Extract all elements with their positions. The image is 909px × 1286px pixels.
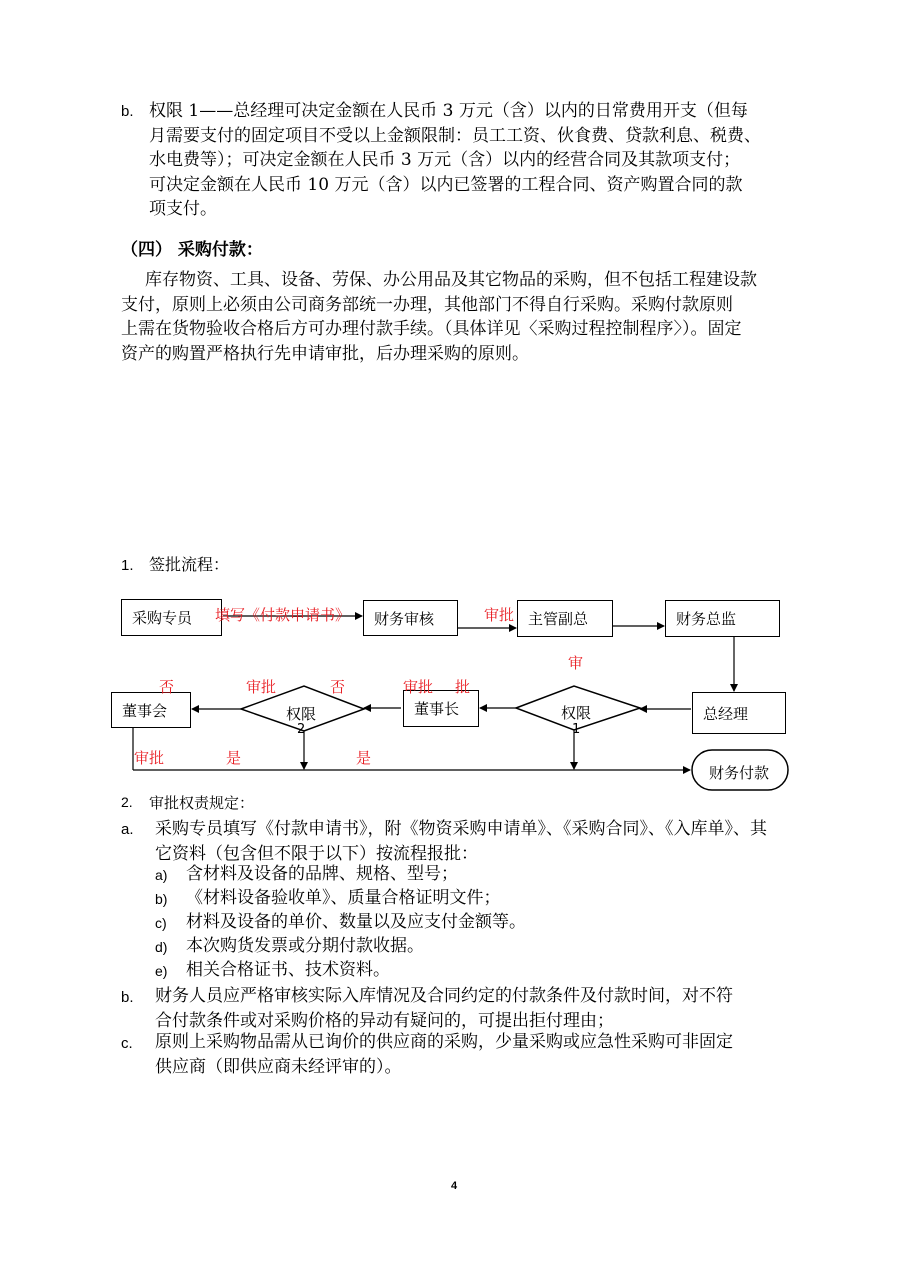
rules-item-a bbox=[155, 817, 767, 866]
sub-item: 含材料及设备的品牌、规格、型号； bbox=[186, 864, 458, 884]
label-approve: 审批 bbox=[484, 606, 515, 624]
sub-marker-d: d) bbox=[155, 939, 168, 955]
text-line: 月需要支付的固定项目不受以上金额限制：员工工资、伙食费、贷款利息、税费、 bbox=[149, 125, 761, 146]
node-chairman: 董事长 bbox=[403, 690, 479, 727]
text-line: 原则上采购物品需从已询价的供应商的采购，少量采购或应急性采购可非固定 bbox=[155, 1032, 733, 1052]
label-fill-form: 填写《付款申请书》 bbox=[215, 606, 351, 624]
label-approve: 审批 bbox=[403, 678, 434, 696]
sub-marker-e: e) bbox=[155, 963, 168, 979]
rules-number: 2. bbox=[121, 794, 133, 810]
text-line: 支付，原则上必须由公司商务部统一办理，其他部门不得自行采购。采购付款原则 bbox=[121, 294, 733, 315]
text-line: 上需在货物验收合格后方可办理付款手续。（具体详见〈采购过程控制程序〉）。固定 bbox=[121, 319, 742, 339]
text-line: 供应商（即供应商未经评审的）。 bbox=[155, 1056, 402, 1077]
text-line: 项支付。 bbox=[149, 199, 217, 219]
flow-number: 1. bbox=[121, 557, 134, 574]
label-approve: 审批 bbox=[246, 678, 277, 696]
node-purchaser: 采购专员 bbox=[121, 599, 222, 636]
sub-item: 相关合格证书、技术资料。 bbox=[186, 960, 390, 980]
section-heading: （四） 采购付款： bbox=[121, 240, 263, 260]
list-marker-a: a. bbox=[121, 821, 134, 838]
text-line: 可决定金额在人民币 10 万元（含）以内已签署的工程合同、资产购置合同的款 bbox=[149, 174, 743, 195]
rules-item-b bbox=[155, 984, 733, 1033]
sub-item: 材料及设备的单价、数量以及应支付金额等。 bbox=[186, 912, 526, 932]
text-line: 库存物资、工具、设备、劳保、办公用品及其它物品的采购，但不包括工程建设款 bbox=[145, 270, 757, 290]
label-yes: 是 bbox=[356, 749, 372, 767]
node-board: 董事会 bbox=[111, 692, 191, 728]
text-line: 合付款条件或对采购价格的异动有疑问的，可提出拒付理由； bbox=[155, 1010, 614, 1031]
text-line: 水电费等）；可决定金额在人民币 3 万元（含）以内的经营合同及其款项支付； bbox=[149, 150, 741, 170]
authority2-label: 权限 bbox=[286, 705, 317, 723]
label-yes: 是 bbox=[226, 749, 242, 767]
label-pi: 批 bbox=[455, 678, 471, 696]
text-line: 资产的购置严格执行先申请审批，后办理采购的原则。 bbox=[121, 343, 529, 364]
sub-item: 《材料设备验收单》、质量合格证明文件； bbox=[186, 888, 501, 908]
list-marker-b: b. bbox=[121, 103, 134, 120]
node-general-manager: 总经理 bbox=[692, 692, 786, 734]
label-shen: 审 bbox=[568, 654, 584, 672]
authority1-label: 权限 bbox=[561, 704, 592, 722]
rules-item-c bbox=[155, 1030, 733, 1079]
node-finance-review: 财务审核 bbox=[363, 600, 458, 636]
label-no: 否 bbox=[330, 678, 346, 696]
text-line: 财务人员应严格审核实际入库情况及合同约定的付款条件及付款时间，对不符 bbox=[155, 986, 733, 1006]
list-marker-b: b. bbox=[121, 989, 134, 1006]
text-line: 采购专员填写《付款申请书》，附《物资采购申请单》、《采购合同》、《入库单》、其 bbox=[155, 819, 767, 839]
authority1-number: 1 bbox=[572, 722, 581, 737]
node-payment: 财务付款 bbox=[709, 764, 770, 782]
sub-marker-a: a) bbox=[155, 867, 168, 883]
sub-marker-b: b) bbox=[155, 891, 168, 907]
list-marker-c: c. bbox=[121, 1035, 133, 1052]
label-approve: 审批 bbox=[134, 749, 165, 767]
sub-item: 本次购货发票或分期付款收据。 bbox=[186, 936, 424, 956]
page-number: 4 bbox=[451, 1180, 458, 1192]
node-vice-gm: 主管副总 bbox=[517, 600, 613, 637]
sub-marker-c: c) bbox=[155, 915, 167, 931]
rules-title: 审批权责规定： bbox=[149, 794, 255, 812]
flow-title: 签批流程： bbox=[149, 555, 230, 574]
label-no: 否 bbox=[159, 678, 175, 696]
authority2-number: 2 bbox=[297, 722, 306, 737]
node-finance-director: 财务总监 bbox=[665, 600, 780, 637]
text-line: 它资料（包含但不限于以下）按流程报批： bbox=[155, 843, 478, 864]
text-line: 权限 1——总经理可决定金额在人民币 3 万元（含）以内的日常费用开支（但每 bbox=[149, 101, 748, 121]
